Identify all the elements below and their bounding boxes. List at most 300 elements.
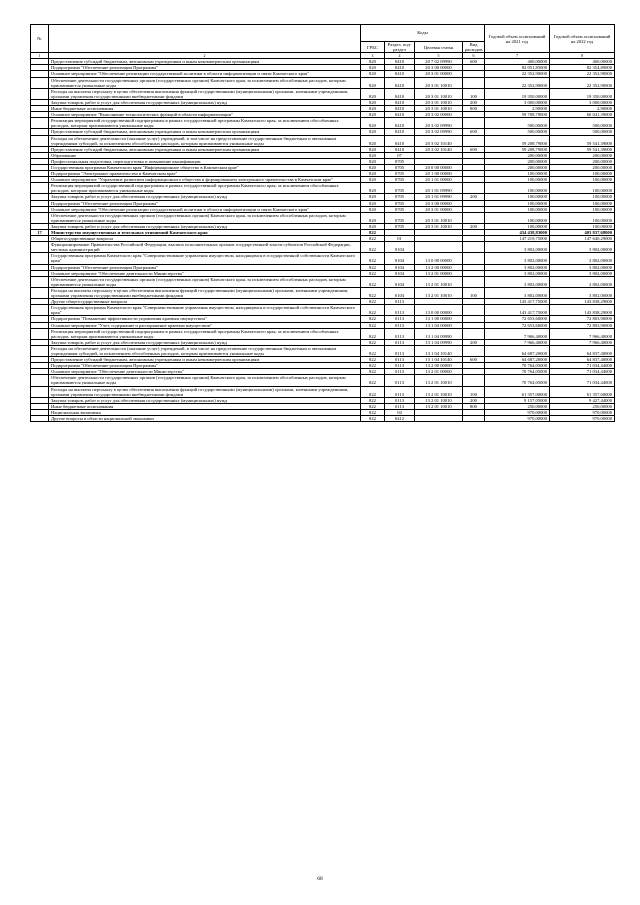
row-amount-2021: 59 208,79000 bbox=[485, 146, 550, 152]
row-name: Реализация мероприятий государственной подпрограммы в рамках государственной программы Камчатского края, за исключением обособленных расходов, которым присваиваются уникальные коды bbox=[49, 118, 361, 129]
row-amount-2021: 200,00000 bbox=[485, 152, 550, 158]
row-name: Закупка товаров, работ и услуг для обеспечения государственных (муниципальных) нужд bbox=[49, 223, 361, 229]
row-section: 0410 bbox=[385, 65, 415, 71]
row-target: 13 1 04 10140 bbox=[415, 357, 463, 363]
row-expense-type bbox=[463, 242, 485, 253]
row-section: 0410 bbox=[385, 59, 415, 65]
row-expense-type bbox=[463, 416, 485, 422]
row-name: Подпрограмма "Повышение эффективности управления краевым имуществом" bbox=[49, 316, 361, 322]
row-amount-2021: 100,00000 bbox=[485, 177, 550, 183]
row-number bbox=[31, 183, 49, 194]
header-codes: Коды bbox=[361, 25, 485, 42]
row-expense-type bbox=[463, 183, 485, 194]
row-number: 17 bbox=[31, 230, 49, 236]
row-grbs: 820 bbox=[361, 59, 385, 65]
header-name bbox=[49, 25, 361, 53]
row-target: 20 3 01 10010 bbox=[415, 77, 463, 88]
row-amount-2022: 100,00000 bbox=[550, 194, 615, 200]
row-amount-2021: 7 966,40000 bbox=[485, 339, 550, 345]
row-amount-2022: 64 837,40000 bbox=[550, 345, 615, 356]
row-grbs: 822 bbox=[361, 316, 385, 322]
row-grbs: 822 bbox=[361, 397, 385, 403]
row-amount-2021: 147 219,75000 bbox=[485, 236, 550, 242]
row-name: Основное мероприятие "Обеспечение деятельности Министерства" bbox=[49, 369, 361, 375]
row-amount-2021: 143 417,75000 bbox=[485, 305, 550, 316]
row-target: 20 3 02 10140 bbox=[415, 135, 463, 146]
row-section: 0410 bbox=[385, 112, 415, 118]
row-grbs: 820 bbox=[361, 135, 385, 146]
row-section: 0705 bbox=[385, 200, 415, 206]
row-amount-2022: 970,00000 bbox=[550, 416, 615, 422]
row-amount-2022: 60 041,39000 bbox=[550, 112, 615, 118]
table-row bbox=[31, 375, 615, 386]
row-section: 0705 bbox=[385, 171, 415, 177]
row-name: Другие общегосударственные вопросы bbox=[49, 299, 361, 305]
header-index-1: 1 bbox=[31, 53, 49, 59]
row-amount-2022: 64 837,40000 bbox=[550, 357, 615, 363]
row-name: Образование bbox=[49, 152, 361, 158]
row-amount-2022: 100,00000 bbox=[550, 200, 615, 206]
row-name: Расходы на выплаты персоналу в целях обеспечения выполнения функций государственными (муниципальными) органами, казенными учреждениями, органами управления государственными внебюджетными фондами bbox=[49, 88, 361, 99]
row-name: Национальная экономика bbox=[49, 409, 361, 415]
row-name: Закупка товаров, работ и услуг для обеспечения государственных (муниципальных) нужд bbox=[49, 99, 361, 105]
row-amount-2021: 200,00000 bbox=[485, 164, 550, 170]
row-target: 20 3 02 00000 bbox=[415, 112, 463, 118]
row-target: 20 7 02 09990 bbox=[415, 59, 463, 65]
row-target: 20 3 02 09990 bbox=[415, 129, 463, 135]
row-amount-2021: 72 653,60000 bbox=[485, 316, 550, 322]
row-expense-type bbox=[463, 276, 485, 287]
row-grbs: 820 bbox=[361, 65, 385, 71]
row-amount-2021: 70 764,05000 bbox=[485, 369, 550, 375]
table-row bbox=[31, 183, 615, 194]
row-grbs: 822 bbox=[361, 305, 385, 316]
row-amount-2022: 3 000,00000 bbox=[550, 99, 615, 105]
row-section: 0410 bbox=[385, 118, 415, 129]
row-target: 13 0 00 00000 bbox=[415, 253, 463, 264]
row-expense-type bbox=[463, 135, 485, 146]
header-index-2: 2 bbox=[49, 53, 361, 59]
row-name: Функционирование Правительства Российской Федерации, высших исполнительных органов государственной власти субъектов Российской Федерации, местных администраций bbox=[49, 242, 361, 253]
row-amount-2022: 143 838,29000 bbox=[550, 299, 615, 305]
row-grbs: 822 bbox=[361, 287, 385, 298]
row-grbs: 820 bbox=[361, 77, 385, 88]
row-name: Общегосударственные вопросы bbox=[49, 236, 361, 242]
row-target: 13 1 04 09990 bbox=[415, 328, 463, 339]
row-amount-2021: 100,00000 bbox=[485, 212, 550, 223]
row-amount-2021: 500,00000 bbox=[485, 118, 550, 129]
row-expense-type bbox=[463, 118, 485, 129]
row-name: Реализация мероприятий государственной подпрограммы в рамках государственной программы Камчатского края, за исключением обособленных расходов, которым присваиваются уникальные коды bbox=[49, 183, 361, 194]
row-target: 20 3 01 10010 bbox=[415, 99, 463, 105]
row-name: Подпрограмма "Обеспечение реализации Программы" bbox=[49, 65, 361, 71]
table-row bbox=[31, 77, 615, 88]
row-amount-2021: 970,00000 bbox=[485, 416, 550, 422]
row-target: 20 3 00 00000 bbox=[415, 65, 463, 71]
row-amount-2022: 147 640,29000 bbox=[550, 236, 615, 242]
row-target: 20 3 01 10010 bbox=[415, 88, 463, 99]
row-amount-2022: 72 803,90000 bbox=[550, 316, 615, 322]
row-amount-2022: 7 966,40000 bbox=[550, 339, 615, 345]
row-grbs: 820 bbox=[361, 71, 385, 77]
row-target: 13 2 01 10010 bbox=[415, 403, 463, 409]
row-amount-2022: 200,00000 bbox=[550, 158, 615, 164]
row-number bbox=[31, 345, 49, 356]
row-number bbox=[31, 305, 49, 316]
row-grbs: 822 bbox=[361, 416, 385, 422]
row-amount-2021: 70 764,05000 bbox=[485, 363, 550, 369]
row-name: Расходы на обеспечение деятельности (оказание услуг) учреждений, в том числе на предоставление государственным бюджетным и автономным учреждениям субсидий, за исключением обособленных расходов, которым присваиваются уникальные коды bbox=[49, 135, 361, 146]
row-section: 0113 bbox=[385, 375, 415, 386]
row-number bbox=[31, 135, 49, 146]
row-name: Расходы на выплаты персоналу в целях обеспечения выполнения функций государственными (муниципальными) органами, казенными учреждениями, органами управления государственными внебюджетными фондами bbox=[49, 287, 361, 298]
row-target: 20 3 02 09990 bbox=[415, 118, 463, 129]
row-section: 0705 bbox=[385, 177, 415, 183]
row-amount-2021: 7 966,40000 bbox=[485, 328, 550, 339]
row-target: 13 2 01 10010 bbox=[415, 386, 463, 397]
row-grbs: 820 bbox=[361, 99, 385, 105]
row-section: 0410 bbox=[385, 106, 415, 112]
row-target: 20 3 02 10140 bbox=[415, 146, 463, 152]
row-number bbox=[31, 416, 49, 422]
row-expense-type bbox=[463, 253, 485, 264]
table-row bbox=[31, 88, 615, 99]
row-name: Профессиональная подготовка, переподготовка и повышение квалификации bbox=[49, 158, 361, 164]
row-grbs: 822 bbox=[361, 230, 385, 236]
row-section: 0104 bbox=[385, 264, 415, 270]
row-amount-2021: 59 208,79000 bbox=[485, 135, 550, 146]
row-target: 20 3 01 10010 bbox=[415, 212, 463, 223]
row-expense-type: 800 bbox=[463, 106, 485, 112]
row-amount-2021: 100,00000 bbox=[485, 171, 550, 177]
header-index-7: 7 bbox=[485, 53, 550, 59]
row-grbs: 820 bbox=[361, 177, 385, 183]
row-grbs: 822 bbox=[361, 409, 385, 415]
table-header bbox=[31, 25, 615, 59]
row-section: 0113 bbox=[385, 386, 415, 397]
row-grbs: 822 bbox=[361, 236, 385, 242]
row-number bbox=[31, 328, 49, 339]
row-target: 20 0 00 00000 bbox=[415, 164, 463, 170]
row-section: 0104 bbox=[385, 253, 415, 264]
row-target: 20 3 01 00000 bbox=[415, 71, 463, 77]
row-amount-2021: 59 708,79000 bbox=[485, 112, 550, 118]
row-expense-type: 600 bbox=[463, 146, 485, 152]
table-row bbox=[31, 212, 615, 223]
row-amount-2022: 9 427,44000 bbox=[550, 397, 615, 403]
row-grbs: 822 bbox=[361, 253, 385, 264]
row-number bbox=[31, 287, 49, 298]
row-grbs: 820 bbox=[361, 206, 385, 212]
row-name: Государственная программа Камчатского края "Информационное общество в Камчатском крае" bbox=[49, 164, 361, 170]
row-grbs: 820 bbox=[361, 183, 385, 194]
row-amount-2022: 100,00000 bbox=[550, 223, 615, 229]
row-section: 0410 bbox=[385, 146, 415, 152]
row-grbs: 820 bbox=[361, 158, 385, 164]
header-index-3: 3 bbox=[361, 53, 385, 59]
table-row bbox=[31, 386, 615, 397]
row-amount-2022: 61 357,00000 bbox=[550, 386, 615, 397]
row-name: Закупка товаров, работ и услуг для обеспечения государственных (муниципальных) нужд bbox=[49, 339, 361, 345]
row-amount-2022: 59 541,39000 bbox=[550, 135, 615, 146]
row-target: 20 3 01 10010 bbox=[415, 223, 463, 229]
row-amount-2022: 200,00000 bbox=[550, 152, 615, 158]
row-name: Министерство имущественных и земельных отношений Камчатского края bbox=[49, 230, 361, 236]
row-amount-2021: 70 764,05000 bbox=[485, 375, 550, 386]
row-grbs: 820 bbox=[361, 118, 385, 129]
row-name: Обеспечение деятельности государственных органов (государственных органов) Камчатского края, за исключением обособленных расходов, которым присваиваются уникальные коды bbox=[49, 212, 361, 223]
row-section: 0104 bbox=[385, 270, 415, 276]
row-amount-2021: 9 157,05000 bbox=[485, 397, 550, 403]
header-year-2021: Годовой объем ассигнований на 2021 год bbox=[485, 25, 550, 53]
row-expense-type: 200 bbox=[463, 99, 485, 105]
row-grbs: 822 bbox=[361, 270, 385, 276]
row-amount-2022: 2,90000 bbox=[550, 106, 615, 112]
row-section: 0705 bbox=[385, 158, 415, 164]
row-grbs: 820 bbox=[361, 223, 385, 229]
row-amount-2021: 19 350,00000 bbox=[485, 88, 550, 99]
row-name: Государственная программа Камчатского края "Совершенствование управления имуществом, находящимся в государственной собственности Камчатского края" bbox=[49, 253, 361, 264]
header-year-2022: Годовой объем ассигнований на 2022 год bbox=[550, 25, 615, 53]
row-grbs: 820 bbox=[361, 129, 385, 135]
header-index-5: 5 bbox=[415, 53, 463, 59]
row-expense-type: 200 bbox=[463, 194, 485, 200]
row-grbs: 820 bbox=[361, 212, 385, 223]
row-grbs: 822 bbox=[361, 403, 385, 409]
header-grbs: ГРБС bbox=[361, 42, 385, 53]
row-number bbox=[31, 386, 49, 397]
row-section: 0113 bbox=[385, 357, 415, 363]
row-section: 0113 bbox=[385, 328, 415, 339]
row-name: Подпрограмма "Обеспечение реализации Программы" bbox=[49, 200, 361, 206]
table-row bbox=[31, 305, 615, 316]
row-section: 04 bbox=[385, 409, 415, 415]
row-name: Закупка товаров, работ и услуг для обеспечения государственных (муниципальных) нужд bbox=[49, 397, 361, 403]
row-section: 0410 bbox=[385, 88, 415, 99]
table-row bbox=[31, 276, 615, 287]
row-amount-2022: 59 541,39000 bbox=[550, 146, 615, 152]
header-index-4: 4 bbox=[385, 53, 415, 59]
row-amount-2022: 400,00000 bbox=[550, 59, 615, 65]
row-target: 20 1 01 09990 bbox=[415, 183, 463, 194]
row-section: 0410 bbox=[385, 129, 415, 135]
row-section: 07 bbox=[385, 152, 415, 158]
row-target: 13 1 00 00000 bbox=[415, 316, 463, 322]
row-name: Предоставление субсидий бюджетным, автономным учреждениям и иным некоммерческим организациям bbox=[49, 129, 361, 135]
row-grbs: 822 bbox=[361, 322, 385, 328]
row-amount-2021: 500,00000 bbox=[485, 129, 550, 135]
row-section: 0113 bbox=[385, 339, 415, 345]
row-target: 13 2 00 00000 bbox=[415, 264, 463, 270]
row-amount-2022: 100,00000 bbox=[550, 212, 615, 223]
row-name: Основное мероприятие "Выполнение технологических функций в области информатизации" bbox=[49, 112, 361, 118]
row-amount-2022: 71 034,44000 bbox=[550, 369, 615, 375]
row-target: 13 1 04 10140 bbox=[415, 345, 463, 356]
row-section: 0410 bbox=[385, 135, 415, 146]
row-name: Предоставление субсидий бюджетным, автономным учреждениям и иным некоммерческим организациям bbox=[49, 146, 361, 152]
row-amount-2021: 22 352,90000 bbox=[485, 71, 550, 77]
row-section: 0104 bbox=[385, 276, 415, 287]
row-target: 13 0 00 00000 bbox=[415, 305, 463, 316]
row-section: 0410 bbox=[385, 77, 415, 88]
row-name: Обеспечение деятельности государственных органов (государственных органов) Камчатского края, за исключением обособленных расходов, которым присваиваются уникальные коды bbox=[49, 375, 361, 386]
header-index-6: 6 bbox=[463, 53, 485, 59]
row-expense-type: 800 bbox=[463, 403, 485, 409]
row-grbs: 822 bbox=[361, 339, 385, 345]
row-amount-2021: 250,00000 bbox=[485, 403, 550, 409]
row-amount-2022: 3 802,00000 bbox=[550, 276, 615, 287]
row-amount-2022: 3 802,00000 bbox=[550, 287, 615, 298]
row-target: 13 2 01 10010 bbox=[415, 287, 463, 298]
row-grbs: 820 bbox=[361, 152, 385, 158]
row-amount-2021: 2,90000 bbox=[485, 106, 550, 112]
row-number bbox=[31, 242, 49, 253]
table-row bbox=[31, 118, 615, 129]
row-number bbox=[31, 375, 49, 386]
row-grbs: 822 bbox=[361, 363, 385, 369]
row-name: Предоставление субсидий бюджетным, автономным учреждениям и иным некоммерческим организациям bbox=[49, 357, 361, 363]
row-grbs: 820 bbox=[361, 164, 385, 170]
row-name: Другие вопросы в области национальной экономики bbox=[49, 416, 361, 422]
row-target: 13 2 01 00000 bbox=[415, 270, 463, 276]
row-name: Подпрограмма "Обеспечение реализации Программы" bbox=[49, 264, 361, 270]
row-amount-2021: 200,00000 bbox=[485, 158, 550, 164]
row-amount-2021: 970,00000 bbox=[485, 409, 550, 415]
row-amount-2021: 3 802,00000 bbox=[485, 276, 550, 287]
row-target: 13 2 01 10010 bbox=[415, 397, 463, 403]
row-section: 0104 bbox=[385, 242, 415, 253]
row-grbs: 820 bbox=[361, 112, 385, 118]
row-amount-2021: 3 802,00000 bbox=[485, 270, 550, 276]
row-target: 13 2 01 10010 bbox=[415, 375, 463, 386]
row-grbs: 820 bbox=[361, 106, 385, 112]
row-amount-2021: 61 357,00000 bbox=[485, 386, 550, 397]
row-amount-2021: 64 687,20000 bbox=[485, 357, 550, 363]
row-expense-type: 600 bbox=[463, 59, 485, 65]
row-grbs: 822 bbox=[361, 328, 385, 339]
table-row bbox=[31, 328, 615, 339]
row-target: 20 3 01 00000 bbox=[415, 206, 463, 212]
row-expense-type bbox=[463, 212, 485, 223]
row-amount-2021: 3 802,00000 bbox=[485, 253, 550, 264]
row-target: 20 1 01 09990 bbox=[415, 194, 463, 200]
row-amount-2022: 71 034,44000 bbox=[550, 363, 615, 369]
row-name: Предоставление субсидий бюджетным, автономным учреждениям и иным некоммерческим организациям bbox=[49, 59, 361, 65]
row-number bbox=[31, 253, 49, 264]
row-expense-type bbox=[463, 305, 485, 316]
row-amount-2022: 100,00000 bbox=[550, 206, 615, 212]
row-amount-2021: 100,00000 bbox=[485, 183, 550, 194]
header-expense-type: Вид расходов bbox=[463, 42, 485, 53]
row-expense-type bbox=[463, 345, 485, 356]
row-expense-type: 100 bbox=[463, 88, 485, 99]
row-amount-2022: 71 034,44000 bbox=[550, 375, 615, 386]
row-amount-2021: 100,00000 bbox=[485, 200, 550, 206]
row-amount-2021: 3 802,00000 bbox=[485, 242, 550, 253]
row-target: 13 2 01 10010 bbox=[415, 276, 463, 287]
row-amount-2021: 143 417,75000 bbox=[485, 299, 550, 305]
header-number: № bbox=[31, 25, 49, 53]
row-name: Обеспечение деятельности государственных органов (государственных органов) Камчатского края, за исключением обособленных расходов, которым присваиваются уникальные коды bbox=[49, 276, 361, 287]
row-grbs: 820 bbox=[361, 171, 385, 177]
row-grbs: 820 bbox=[361, 146, 385, 152]
row-name: Основное мероприятие "Обеспечение реализации государственной политики в области информатизации и связи Камчатского края" bbox=[49, 71, 361, 77]
table-row bbox=[31, 253, 615, 264]
row-target: 20 3 00 00000 bbox=[415, 200, 463, 206]
row-target: 20 1 01 00000 bbox=[415, 177, 463, 183]
row-grbs: 822 bbox=[361, 369, 385, 375]
row-amount-2022: 403 837,68000 bbox=[550, 230, 615, 236]
row-section: 0705 bbox=[385, 206, 415, 212]
row-expense-type: 100 bbox=[463, 287, 485, 298]
row-target: 13 2 00 00000 bbox=[415, 363, 463, 369]
table-row bbox=[31, 135, 615, 146]
row-name: Расходы на обеспечение деятельности (оказание услуг) учреждений, в том числе на предоставление государственным бюджетным и автономным учреждениям субсидий, за исключением обособленных расходов, которым присваиваются уникальные коды bbox=[49, 345, 361, 356]
row-name: Основное мероприятие "Учет, содержание и распоряжение краевым имуществом" bbox=[49, 322, 361, 328]
row-target: 13 1 04 00000 bbox=[415, 322, 463, 328]
row-grbs: 822 bbox=[361, 375, 385, 386]
row-amount-2022: 500,00000 bbox=[550, 118, 615, 129]
row-name: Подпрограмма "Обеспечение реализации Программы" bbox=[49, 363, 361, 369]
row-name: Государственная программа Камчатского края "Совершенствование управления имуществом, находящимся в государственной собственности Камчатского края" bbox=[49, 305, 361, 316]
row-section: 0113 bbox=[385, 345, 415, 356]
row-amount-2022: 82 354,89000 bbox=[550, 65, 615, 71]
row-section: 0113 bbox=[385, 322, 415, 328]
row-amount-2021: 82 051,85000 bbox=[485, 65, 550, 71]
table-row bbox=[31, 177, 615, 183]
row-name: Реализация мероприятий государственной подпрограммы в рамках государственной программы Камчатского края, за исключением обособленных расходов, которым присваиваются уникальные коды bbox=[49, 328, 361, 339]
row-section: 0113 bbox=[385, 305, 415, 316]
row-expense-type bbox=[463, 375, 485, 386]
row-amount-2022: 250,00000 bbox=[550, 403, 615, 409]
row-amount-2022: 970,00000 bbox=[550, 409, 615, 415]
row-name: Обеспечение деятельности государственных органов (государственных органов) Камчатского края, за исключением обособленных расходов, которым присваиваются уникальные коды bbox=[49, 77, 361, 88]
row-amount-2021: 100,00000 bbox=[485, 194, 550, 200]
row-amount-2021: 3 802,00000 bbox=[485, 264, 550, 270]
row-section: 0104 bbox=[385, 287, 415, 298]
row-grbs: 822 bbox=[361, 264, 385, 270]
row-number bbox=[31, 77, 49, 88]
row-target: 13 1 04 09990 bbox=[415, 339, 463, 345]
row-section: 0113 bbox=[385, 369, 415, 375]
row-name: Основное мероприятие "Управление развитием информационного общества и формированием электронного правительства в Камчатском крае" bbox=[49, 177, 361, 183]
row-amount-2021: 64 687,20000 bbox=[485, 345, 550, 356]
row-amount-2022: 100,00000 bbox=[550, 171, 615, 177]
table-row bbox=[31, 416, 615, 422]
row-grbs: 822 bbox=[361, 242, 385, 253]
row-name: Иные бюджетные ассигнования bbox=[49, 403, 361, 409]
row-amount-2021: 72 653,60000 bbox=[485, 322, 550, 328]
row-section: 0113 bbox=[385, 403, 415, 409]
row-amount-2022: 72 803,90000 bbox=[550, 322, 615, 328]
row-target: 13 2 01 00000 bbox=[415, 369, 463, 375]
header-target: Целевая статья bbox=[415, 42, 463, 53]
row-number bbox=[31, 276, 49, 287]
table-row bbox=[31, 242, 615, 253]
row-number bbox=[31, 88, 49, 99]
row-section: 0113 bbox=[385, 397, 415, 403]
row-grbs: 820 bbox=[361, 194, 385, 200]
header-index-8: 8 bbox=[550, 53, 615, 59]
row-expense-type bbox=[463, 77, 485, 88]
row-grbs: 822 bbox=[361, 386, 385, 397]
row-amount-2022: 22 352,90000 bbox=[550, 77, 615, 88]
row-section: 0113 bbox=[385, 299, 415, 305]
row-amount-2022: 100,00000 bbox=[550, 177, 615, 183]
row-amount-2022: 3 802,00000 bbox=[550, 242, 615, 253]
row-grbs: 820 bbox=[361, 200, 385, 206]
row-amount-2021: 22 352,90000 bbox=[485, 77, 550, 88]
